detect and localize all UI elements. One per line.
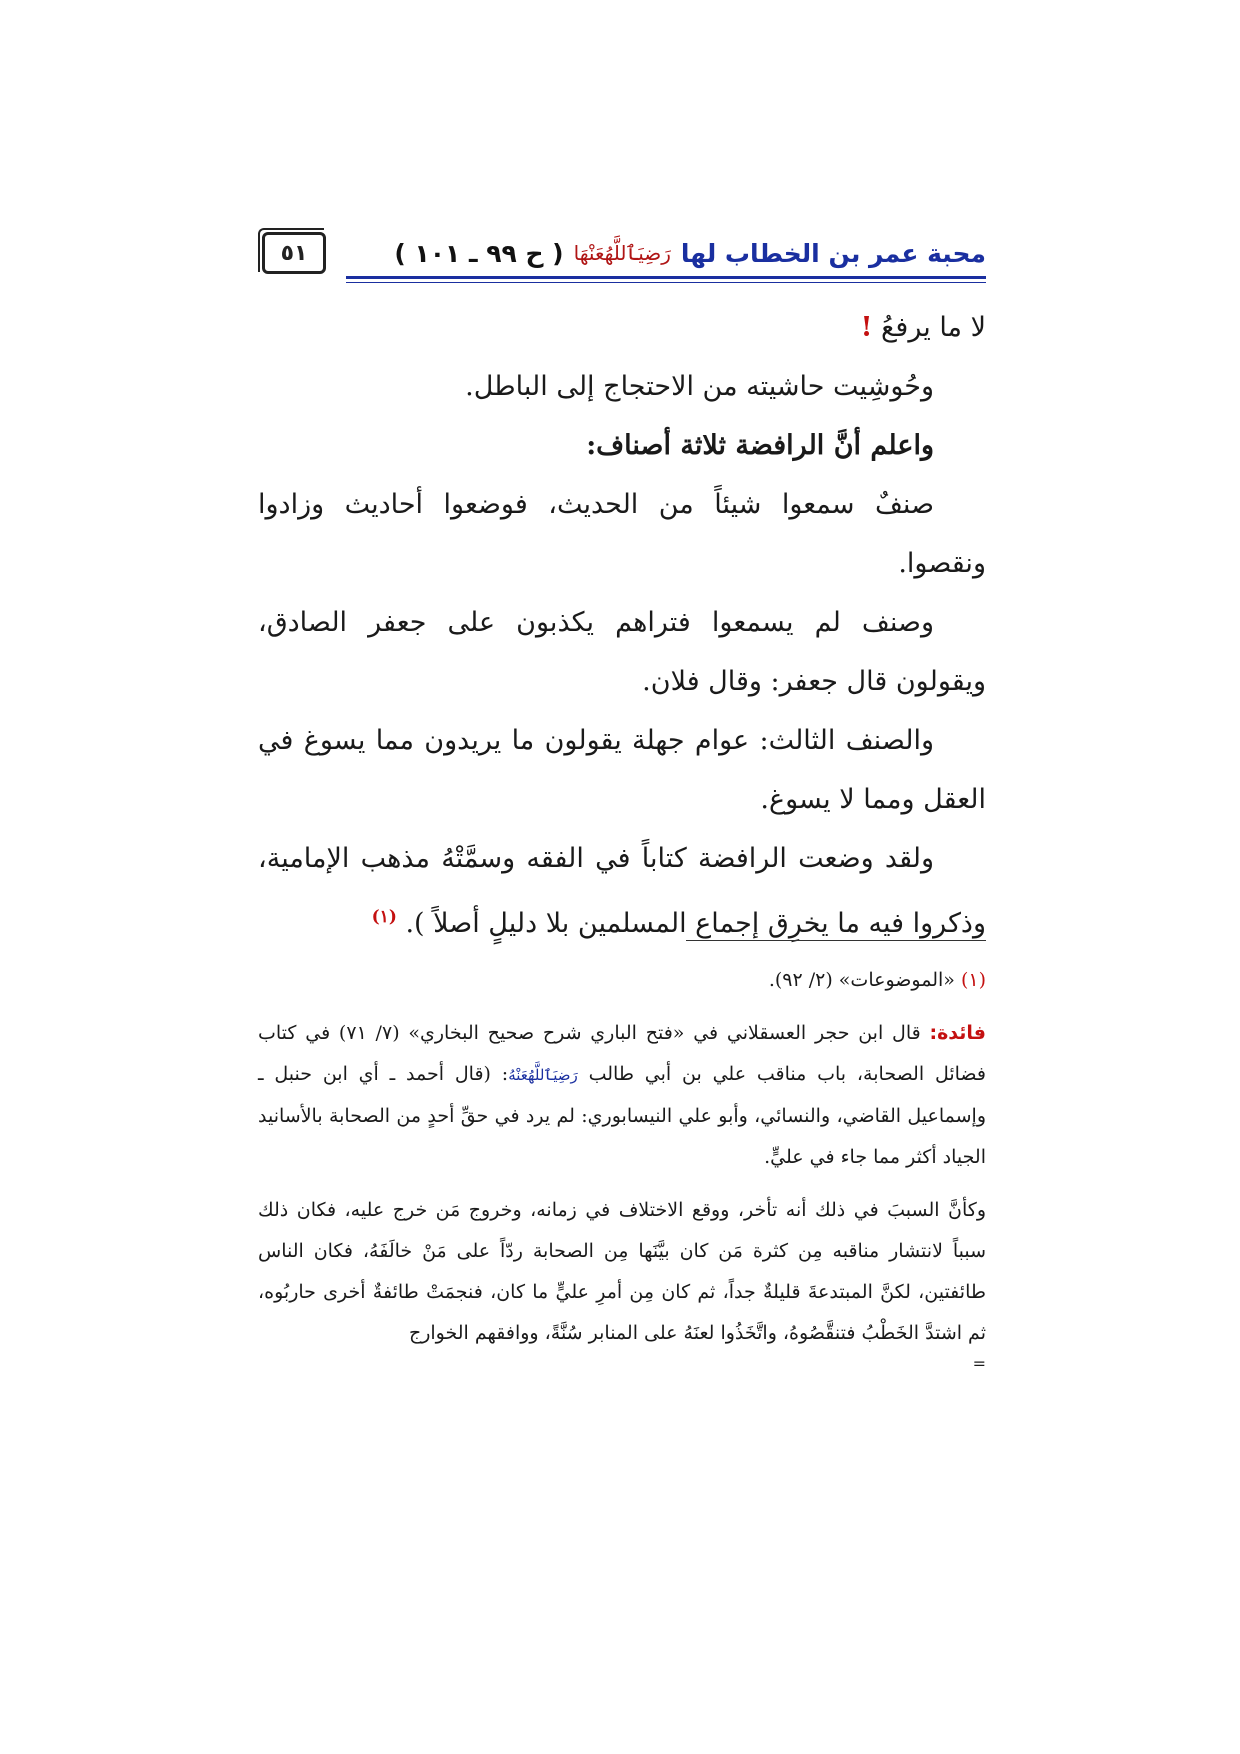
exclamation-mark: !: [860, 312, 873, 343]
header-rule-thick: [346, 276, 986, 279]
main-text: [258, 298, 986, 953]
paragraph-5: وصنف لم يسمعوا فتراهم يكذبون على جعفر الصادق، ويقولون قال جعفر: وقال فلان.: [258, 607, 986, 697]
paragraph-3-bold: واعلم أنَّ الرافضة ثلاثة أصناف:: [586, 430, 934, 461]
paragraph-4: صنفٌ سمعوا شيئاً من الحديث، فوضعوا أحاديث وزادوا ونقصوا.: [258, 489, 986, 579]
text-line-1: لا ما يرفعُ !: [860, 312, 986, 343]
footnote-reference[interactable]: (١): [371, 907, 397, 927]
continuation-mark: =: [972, 1354, 986, 1373]
header-hadith-range: ( ح ٩٩ ـ ١٠١ ): [394, 238, 564, 268]
fayda-note: فائدة: قال ابن حجر العسقلاني في «فتح الباري شرح صحيح البخاري» (٧/ ٧١) في كتاب فضائل الصحابة، باب مناقب علي بن أبي طالب رَضِيَٱللَّهُعَنْهُ: (قال أحمد ـ أي ابن حنبل ـ وإسماعيل القاضي، والنسائي، وأبو علي النيسابوري: لم يرد في حقِّ أحدٍ من الصحابة بالأسانيد الجياد أكثر مما جاء في عليٍّ.: [258, 1022, 986, 1168]
footnote-1: (١) «الموضوعات» (٢/ ٩٢).: [768, 969, 986, 991]
header-title: [394, 232, 986, 274]
footnote-separator: [686, 940, 986, 941]
header-rule-thin: [346, 282, 986, 283]
footnotes: [258, 960, 986, 1374]
page-number-badge: [262, 232, 326, 274]
running-header: [262, 232, 986, 284]
header-honorific-calligraphy: رَضِيَٱللَّهُعَنْهَا: [573, 241, 671, 265]
page-number: ٥١: [280, 240, 308, 266]
honorific-calligraphy: رَضِيَٱللَّهُعَنْهُ: [508, 1066, 578, 1084]
header-title-text: محبة عمر بن الخطاب لها: [680, 238, 986, 268]
fayda-paragraph-2: وكأنَّ السببَ في ذلك أنه تأخر، ووقع الاختلاف في زمانه، وخروج مَن خرج عليه، فكان ذلك سبباً لانتشار مناقبه مِن كثرة مَن كان بيَّنَها مِن الصحابة ردّاً على مَنْ خالَفَهُ، فكان الناس طائفتين، لكنَّ المبتدعةَ قليلةٌ جداً، ثم كان مِن أمرِ عليٍّ ما كان، فنجمَتْ طائفةٌ أخرى حاربُوه، ثم اشتدَّ الخَطْبُ فتنقَّصُوهُ، واتَّخَذُوا لعنَهُ على المنابر سُنَّةً، ووافقهم الخوارج: [258, 1199, 986, 1344]
footnote-1-number: (١): [960, 969, 986, 991]
paragraph-2: وحُوشِيت حاشيته من الاحتجاج إلى الباطل.: [465, 371, 934, 402]
paragraph-6: والصنف الثالث: عوام جهلة يقولون ما يريدون مما يسوغ في العقل ومما لا يسوغ.: [258, 725, 986, 815]
paragraph-7: ولقد وضعت الرافضة كتاباً في الفقه وسمَّتْهُ مذهب الإمامية، وذكروا فيه ما يخرِق إجماع المسلمين بلا دليلٍ أصلاً ). $^{(١)}$: [258, 843, 986, 939]
fayda-label: فائدة:: [929, 1022, 986, 1044]
